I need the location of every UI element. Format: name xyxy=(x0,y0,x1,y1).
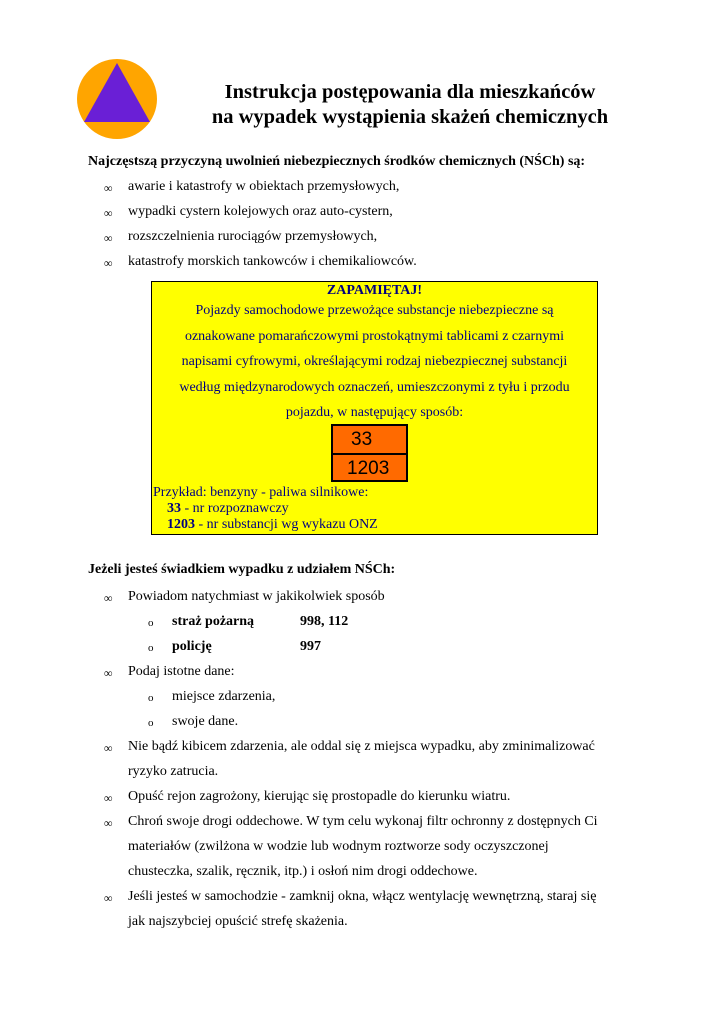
list-item: ∞ rozszczelnienia rurociągów przemysłowych, xyxy=(104,229,378,245)
contact-name: straż pożarną xyxy=(172,614,255,629)
infinity-bullet-icon: ∞ xyxy=(104,256,113,270)
list-item: ∞ katastrofy morskich tankowców i chemikaliowców. xyxy=(104,254,417,270)
causes-list xyxy=(104,179,417,279)
list-item: ∞ Chroń swoje drogi oddechowe. W tym celu wykonaj filtr ochronny z dostępnych Ci materiałów (zwilżona w wodzie lub wodnym roztworze sody oczyszczonej chusteczka, szalik, ręcznik, itp.) i osłoń nim drogi oddechowe. xyxy=(104,814,598,879)
infinity-bullet-icon: ∞ xyxy=(104,891,113,905)
infinity-bullet-icon: ∞ xyxy=(104,791,113,805)
circle-bullet-icon: o xyxy=(148,692,154,704)
un-number: 1203 xyxy=(347,458,390,479)
contact-name: policję xyxy=(172,639,212,654)
plate-example: Przykład: benzyny - paliwa silnikowe: 33 - nr rozpoznawczy 1203 - nr substancji wg wykazu ONZ xyxy=(153,485,378,532)
causes-intro: Najczęstszą przyczyną uwolnień niebezpiecznych środków chemicznych (NŚCh) są: xyxy=(88,154,586,169)
list-item: ∞ Powiadom natychmiast w jakikolwiek sposób o straż pożarną 998, 112 o policję 997 xyxy=(104,589,385,654)
list-item: ∞ Nie bądź kibicem zdarzenia, ale oddal się z miejsca wypadku, aby zminimalizować ryzyko zatrucia. xyxy=(104,739,595,779)
hazard-code: 33 xyxy=(333,426,406,455)
circle-bullet-icon: o xyxy=(148,642,154,654)
hazard-plate xyxy=(331,424,408,482)
infinity-bullet-icon: ∞ xyxy=(104,591,113,605)
notice-text: Pojazdy samochodowe przewożące substancje niebezpieczne są oznakowane pomarańczowymi prostokątnymi tablicami z czarnymi napisami cyfrowymi, określającymi rodzaj niebezpiecznej substancji według międzynarodowych oznaczeń, umieszczonymi z tyłu i przodu pojazdu, w następujący sposób: xyxy=(179,303,570,420)
remember-notice-box xyxy=(151,281,598,535)
list-item: ∞ Podaj istotne dane: o miejsce zdarzenia, o swoje dane. xyxy=(104,664,276,729)
infinity-bullet-icon: ∞ xyxy=(104,181,113,195)
list-item: ∞ Opuść rejon zagrożony, kierując się prostopadle do kierunku wiatru. xyxy=(104,789,511,805)
list-item: ∞ awarie i katastrofy w obiektach przemysłowych, xyxy=(104,179,400,195)
title-line-2: na wypadek wystąpienia skażeń chemicznych xyxy=(211,106,609,128)
infinity-bullet-icon: ∞ xyxy=(104,816,113,830)
notice-heading: ZAPAMIĘTAJ! xyxy=(326,283,423,298)
list-item: ∞ Jeśli jesteś w samochodzie - zamknij okna, włącz wentylację wewnętrzną, staraj się jak najszybciej opuścić strefę skażenia. xyxy=(104,889,597,929)
circle-bullet-icon: o xyxy=(148,617,154,629)
infinity-bullet-icon: ∞ xyxy=(104,666,113,680)
page-title xyxy=(170,80,650,130)
contact-number: 998, 112 xyxy=(300,614,349,629)
civil-defense-logo xyxy=(76,58,158,140)
witness-heading: Jeżeli jesteś świadkiem wypadku z udziałem NŚCh: xyxy=(88,562,396,577)
infinity-bullet-icon: ∞ xyxy=(104,231,113,245)
witness-steps xyxy=(104,589,598,939)
contact-number: 997 xyxy=(300,639,321,654)
infinity-bullet-icon: ∞ xyxy=(104,206,113,220)
list-item: ∞ wypadki cystern kolejowych oraz auto-cystern, xyxy=(104,204,393,220)
title-line-1: Instrukcja postępowania dla mieszkańców xyxy=(224,81,596,103)
circle-bullet-icon: o xyxy=(148,717,154,729)
infinity-bullet-icon: ∞ xyxy=(104,741,113,755)
